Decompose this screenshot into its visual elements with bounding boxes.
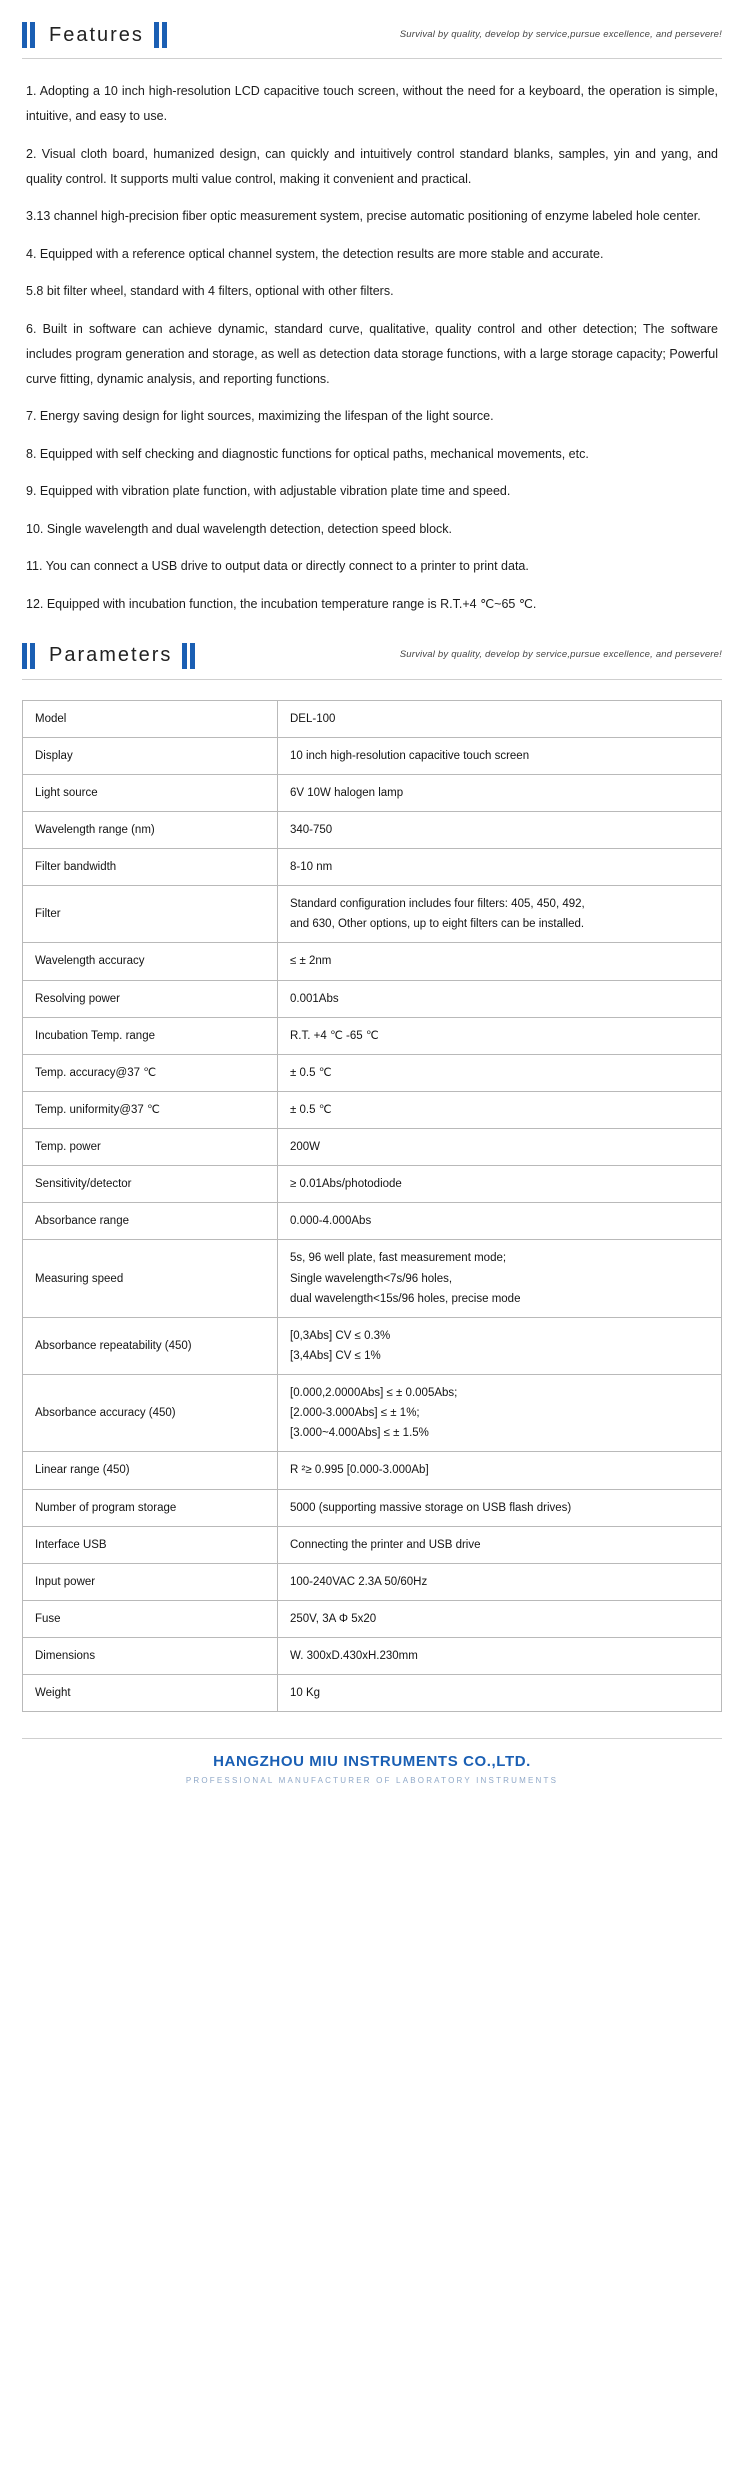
feature-item: 4. Equipped with a reference optical channel system, the detection results are more stable and accurate. xyxy=(26,246,604,261)
param-value xyxy=(278,1600,722,1637)
param-value-line: 6V 10W halogen lamp xyxy=(290,786,404,799)
param-value-line: 5000 (supporting massive storage on USB flash drives) xyxy=(290,1501,572,1514)
table-row xyxy=(23,1563,722,1600)
table-row xyxy=(23,1375,722,1452)
param-value xyxy=(278,1375,722,1452)
param-value xyxy=(278,1675,722,1712)
param-value-line: Standard configuration includes four filters: 405, 450, 492, xyxy=(290,898,585,911)
page-footer xyxy=(22,1738,722,1803)
param-key: Measuring speed xyxy=(23,1240,278,1317)
table-row xyxy=(23,1203,722,1240)
table-row xyxy=(23,811,722,848)
param-value-line: 100-240VAC 2.3A 50/60Hz xyxy=(290,1575,428,1588)
param-key: Incubation Temp. range xyxy=(23,1017,278,1054)
param-key: Absorbance range xyxy=(23,1203,278,1240)
param-key: Sensitivity/detector xyxy=(23,1166,278,1203)
table-row xyxy=(23,1489,722,1526)
feature-item: 1. Adopting a 10 inch high-resolution LCD capacitive touch screen, without the need for a keyboard, the operation is simple, intuitive, and easy to use. xyxy=(26,84,718,123)
param-value xyxy=(278,1203,722,1240)
feature-item: 12. Equipped with incubation function, the incubation temperature range is R.T.+4 ℃~65 ℃. xyxy=(26,596,537,611)
feature-item: 9. Equipped with vibration plate function, with adjustable vibration plate time and speed. xyxy=(26,484,511,498)
feature-item: 5.8 bit filter wheel, standard with 4 filters, optional with other filters. xyxy=(26,284,394,298)
param-key: Temp. uniformity@37 ℃ xyxy=(23,1091,278,1128)
param-key: Temp. power xyxy=(23,1129,278,1166)
feature-item: 11. You can connect a USB drive to output data or directly connect to a printer to print data. xyxy=(26,559,529,573)
param-value xyxy=(278,1129,722,1166)
param-value xyxy=(278,1317,722,1374)
features-title: Features xyxy=(49,23,144,46)
table-row xyxy=(23,700,722,737)
param-value xyxy=(278,811,722,848)
param-key: Display xyxy=(23,737,278,774)
table-row xyxy=(23,1452,722,1489)
table-row xyxy=(23,1166,722,1203)
decorative-bars-icon xyxy=(22,22,35,48)
param-key: Dimensions xyxy=(23,1638,278,1675)
param-key: Filter xyxy=(23,886,278,943)
feature-item: 8. Equipped with self checking and diagnostic functions for optical paths, mechanical movements, etc. xyxy=(26,446,589,461)
param-value-line: [0.000,2.0000Abs] ≤ ± 0.005Abs; xyxy=(290,1387,458,1399)
param-value xyxy=(278,1054,722,1091)
param-value-line: R ²≥ 0.995 [0.000-3.000Ab] xyxy=(290,1464,429,1477)
table-row xyxy=(23,1054,722,1091)
param-value-line: ± 0.5 ℃ xyxy=(290,1066,332,1079)
param-key: Linear range (450) xyxy=(23,1452,278,1489)
param-value xyxy=(278,849,722,886)
table-row xyxy=(23,1526,722,1563)
param-key: Interface USB xyxy=(23,1526,278,1563)
param-value xyxy=(278,774,722,811)
table-row xyxy=(23,1638,722,1675)
param-value-line: ≤ ± 2nm xyxy=(290,955,332,968)
param-key: Weight xyxy=(23,1675,278,1712)
param-value xyxy=(278,1489,722,1526)
param-key: Light source xyxy=(23,774,278,811)
table-row xyxy=(23,1017,722,1054)
table-row xyxy=(23,1317,722,1374)
param-value xyxy=(278,1563,722,1600)
feature-item: 10. Single wavelength and dual wavelength detection, detection speed block. xyxy=(26,521,452,536)
param-value-line: Single wavelength<7s/96 holes, xyxy=(290,1272,453,1285)
param-value-line: W. 300xD.430xH.230mm xyxy=(290,1650,418,1662)
feature-item: 2. Visual cloth board, humanized design, can quickly and intuitively control standard blanks, samples, yin and yang, and quality control. It supports multi value control, making it convenient and practical. xyxy=(26,146,718,186)
param-value-line: 250V, 3A Φ 5x20 xyxy=(290,1612,377,1625)
param-key: Fuse xyxy=(23,1600,278,1637)
header-divider xyxy=(22,58,722,59)
param-value-line: 0.001Abs xyxy=(290,992,339,1005)
param-value-line: dual wavelength<15s/96 holes, precise mode xyxy=(290,1292,521,1305)
decorative-bars-icon xyxy=(22,643,35,669)
param-value xyxy=(278,1526,722,1563)
param-value-line: [2.000-3.000Abs] ≤ ± 1%; xyxy=(290,1407,420,1420)
decorative-bars-icon xyxy=(182,643,195,669)
param-value-line: 8-10 nm xyxy=(290,861,333,873)
table-row xyxy=(23,774,722,811)
param-key: Wavelength range (nm) xyxy=(23,811,278,848)
parameters-table-wrap xyxy=(22,700,722,1713)
param-value xyxy=(278,1017,722,1054)
param-key: Number of program storage xyxy=(23,1489,278,1526)
param-key: Model xyxy=(23,700,278,737)
table-row xyxy=(23,943,722,980)
param-value xyxy=(278,1166,722,1203)
table-row xyxy=(23,849,722,886)
param-value-line: [3,4Abs] CV ≤ 1% xyxy=(290,1349,381,1362)
param-value xyxy=(278,980,722,1017)
param-value xyxy=(278,1240,722,1317)
param-value-line: 5s, 96 well plate, fast measurement mode; xyxy=(290,1252,507,1265)
param-value-line: ± 0.5 ℃ xyxy=(290,1103,332,1116)
param-value xyxy=(278,1091,722,1128)
footer-divider xyxy=(22,1738,722,1739)
param-key: Wavelength accuracy xyxy=(23,943,278,980)
param-value xyxy=(278,700,722,737)
param-key: Absorbance accuracy (450) xyxy=(23,1375,278,1452)
param-value-line: 10 inch high-resolution capacitive touch screen xyxy=(290,749,530,762)
param-key: Absorbance repeatability (450) xyxy=(23,1317,278,1374)
param-key: Resolving power xyxy=(23,980,278,1017)
param-value-line: DEL-100 xyxy=(290,712,336,725)
parameters-slogan: Survival by quality, develop by service,pursue excellence, and persevere! xyxy=(399,649,722,660)
table-row xyxy=(23,1091,722,1128)
table-row xyxy=(23,1675,722,1712)
table-row xyxy=(23,1129,722,1166)
param-value-line: and 630, Other options, up to eight filters can be installed. xyxy=(290,918,585,931)
feature-item: 7. Energy saving design for light sources, maximizing the lifespan of the light source. xyxy=(26,409,494,423)
feature-item: 6. Built in software can achieve dynamic, standard curve, qualitative, quality control and other detection; The software includes program generation and storage, as well as detection data storage functions, with a large storage capacity; Powerful curve fitting, dynamic analysis, and reporting functions. xyxy=(26,321,718,386)
param-value-line: R.T. +4 ℃ -65 ℃ xyxy=(290,1029,379,1042)
features-section-header xyxy=(22,22,722,48)
company-name: HANGZHOU MIU INSTRUMENTS CO.,LTD. xyxy=(213,1753,531,1771)
param-value xyxy=(278,1638,722,1675)
param-key: Temp. accuracy@37 ℃ xyxy=(23,1054,278,1091)
param-key: Input power xyxy=(23,1563,278,1600)
table-row xyxy=(23,980,722,1017)
features-slogan: Survival by quality, develop by service,pursue excellence, and persevere! xyxy=(399,28,722,40)
table-row xyxy=(23,737,722,774)
param-value-line: [0,3Abs] CV ≤ 0.3% xyxy=(290,1329,391,1342)
param-value-line: ≥ 0.01Abs/photodiode xyxy=(290,1178,402,1191)
param-value-line: [3.000~4.000Abs] ≤ ± 1.5% xyxy=(290,1427,429,1440)
param-value-line: 0.000-4.000Abs xyxy=(290,1215,372,1228)
param-value-line: 340-750 xyxy=(290,823,333,836)
table-row xyxy=(23,886,722,943)
parameters-table xyxy=(22,700,722,1713)
param-value xyxy=(278,737,722,774)
parameters-section-header xyxy=(22,643,722,669)
feature-item: 3.13 channel high-precision fiber optic measurement system, precise automatic positioning of enzyme labeled hole center. xyxy=(26,209,701,223)
param-value xyxy=(278,1452,722,1489)
table-row xyxy=(23,1600,722,1637)
param-value-line: 10 Kg xyxy=(290,1687,321,1700)
table-row xyxy=(23,1240,722,1317)
features-list xyxy=(22,79,722,617)
param-value xyxy=(278,943,722,980)
header-divider xyxy=(22,679,722,680)
param-value xyxy=(278,886,722,943)
param-value-line: 200W xyxy=(290,1141,321,1153)
param-key: Filter bandwidth xyxy=(23,849,278,886)
param-value-line: Connecting the printer and USB drive xyxy=(290,1538,481,1551)
company-tagline: PROFESSIONAL MANUFACTURER OF LABORATORY INSTRUMENTS xyxy=(185,1776,559,1786)
decorative-bars-icon xyxy=(154,22,167,48)
parameters-title: Parameters xyxy=(49,644,173,666)
